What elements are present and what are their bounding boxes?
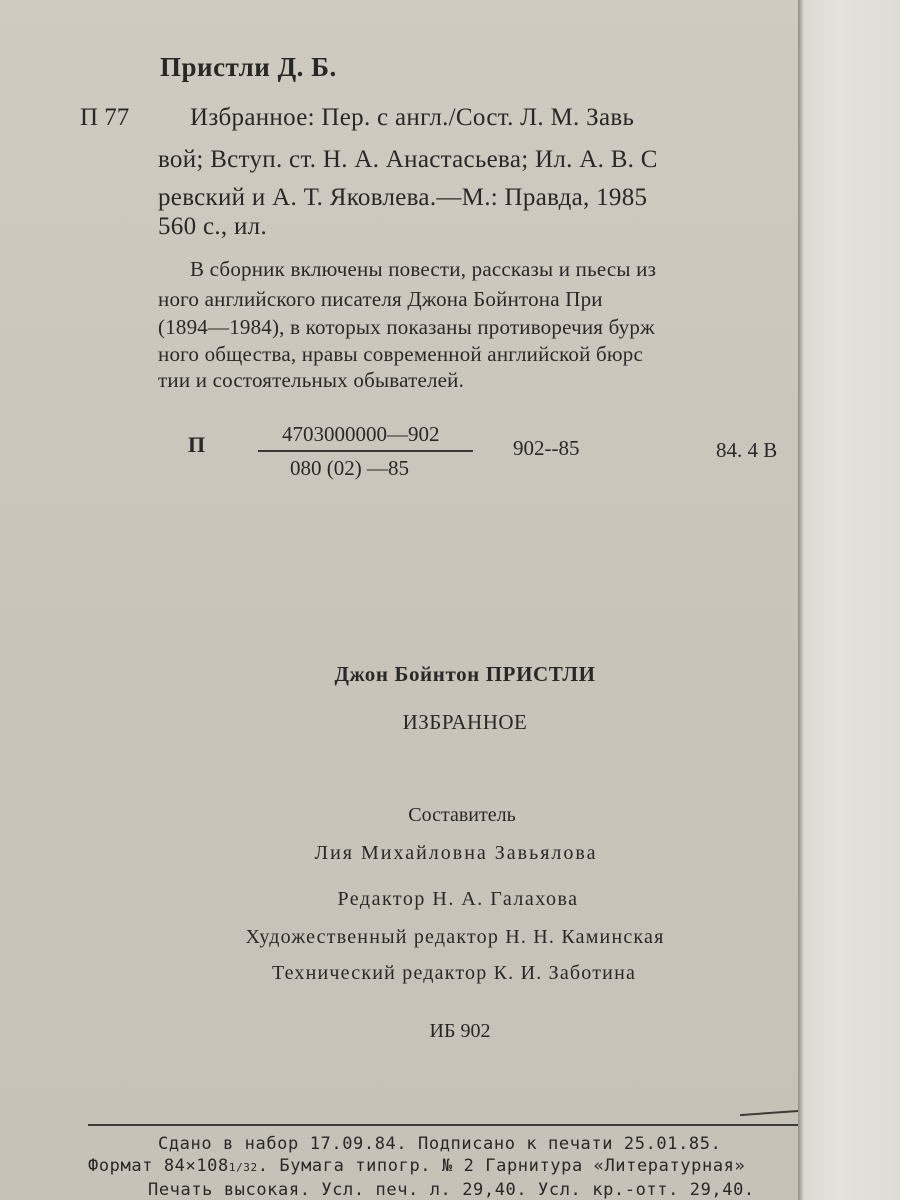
order-number: 902--85 <box>513 436 580 460</box>
compiler-name: Лия Михайловна Завьялова <box>314 842 598 864</box>
bbk-code: 84. 4 В <box>716 438 778 462</box>
imprint-format: Формат 84×108 <box>88 1156 229 1176</box>
catalog-author: Пристли Д. Б. <box>160 52 337 82</box>
annotation-line: ного английского писателя Джона Бойнтона При <box>158 287 603 311</box>
annotation-line: ного общества, нравы современной английской бюрс <box>158 342 644 366</box>
compiler-label: Составитель <box>408 804 516 826</box>
bibliography-line: Избранное: Пер. с англ./Сост. Л. М. Завь <box>190 104 635 131</box>
bibliography-line: ревский и А. Т. Яковлева.—М.: Правда, 1985 <box>158 184 648 211</box>
divider-rule <box>740 1110 800 1116</box>
divider-rule <box>88 1124 800 1126</box>
art-editor-line: Художественный редактор Н. Н. Каминская <box>245 926 665 948</box>
background-page-edge <box>798 0 900 1200</box>
fraction-bar <box>258 450 473 452</box>
imprint-paper: . Бумага типогр. № 2 Гарнитура «Литературная» <box>257 1156 746 1176</box>
imprint-line: Сдано в набор 17.09.84. Подписано к печати 25.01.85. <box>158 1134 722 1154</box>
colophon-title: ИЗБРАННОЕ <box>402 710 528 734</box>
index-numerator: 4703000000—902 <box>282 422 440 446</box>
annotation-line: тии и состоятельных обывателей. <box>158 368 465 392</box>
editor-line: Редактор Н. А. Галахова <box>337 888 579 910</box>
imprint-line <box>88 1156 745 1176</box>
bibliography-line: вой; Вступ. ст. Н. А. Анастасьева; Ил. А. В. С <box>158 146 658 173</box>
colophon-author: Джон Бойнтон ПРИСТЛИ <box>334 662 596 686</box>
tech-editor-line: Технический редактор К. И. Заботина <box>271 962 637 984</box>
annotation-line: (1894—1984), в которых показаны противоречия бурж <box>158 315 655 339</box>
index-denominator: 080 (02) —85 <box>290 456 409 480</box>
index-prefix: П <box>188 432 206 457</box>
imprint-line: Печать высокая. Усл. печ. л. 29,40. Усл. кр.-отт. 29,40. <box>148 1180 755 1200</box>
ib-number: ИБ 902 <box>429 1020 491 1042</box>
annotation-line: В сборник включены повести, рассказы и пьесы из <box>190 257 657 281</box>
imprint-format-fraction: 1/32 <box>228 1161 258 1174</box>
catalog-code: П 77 <box>80 104 130 131</box>
bibliography-line: 560 с., ил. <box>158 213 268 240</box>
